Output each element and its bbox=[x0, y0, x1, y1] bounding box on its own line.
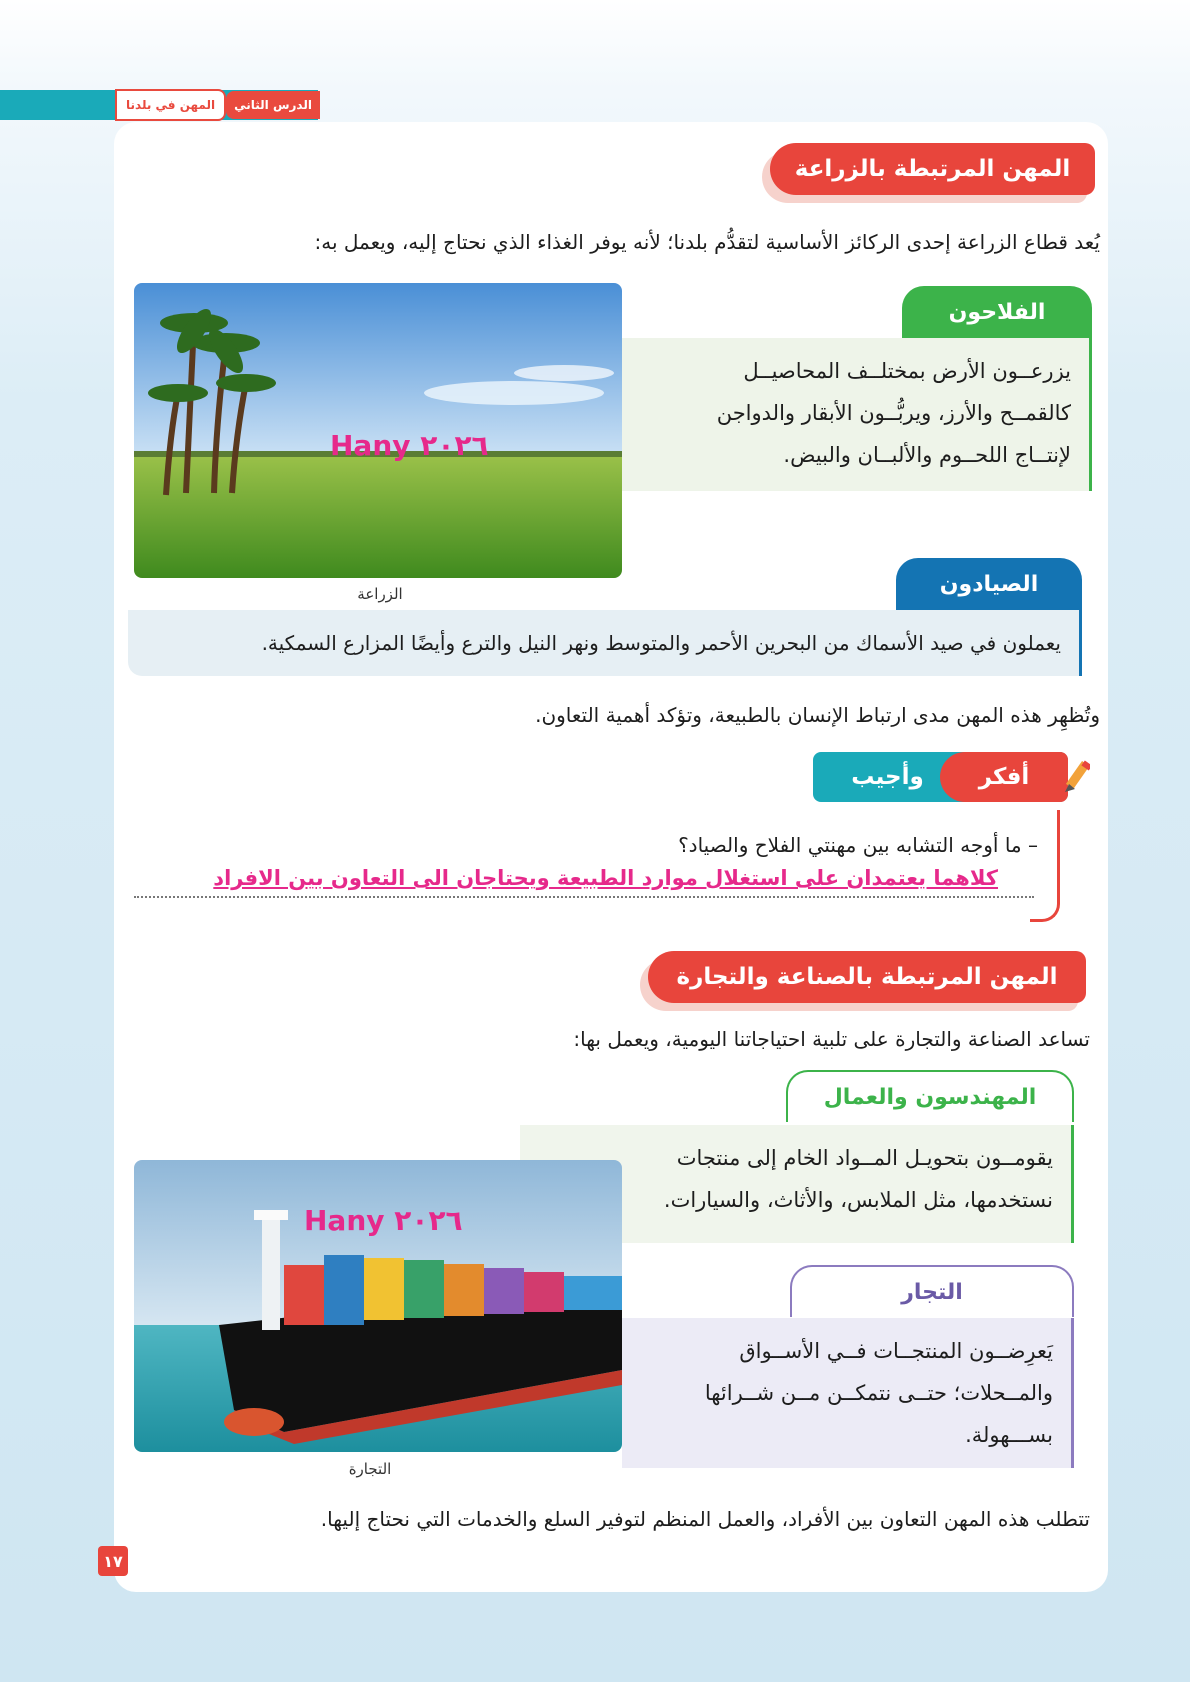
lesson-title-label: المهن في بلدنا bbox=[115, 89, 226, 121]
agriculture-watermark: Hany ٢٠٢٦ bbox=[330, 429, 489, 462]
lesson-breadcrumb bbox=[115, 89, 320, 121]
engineers-heading: المهندسون والعمال bbox=[786, 1070, 1074, 1122]
agriculture-photo-caption: الزراعة bbox=[357, 585, 403, 603]
farmers-line-3: لإنتــاج اللحــوم والألبــان والبيض. bbox=[783, 443, 1071, 467]
fishermen-description: يعملون في صيد الأسماك من البحرين الأحمر والمتوسط ونهر النيل والترع وأيضًا المزارع السمكية. bbox=[128, 610, 1082, 676]
agriculture-photo bbox=[134, 283, 622, 578]
agriculture-intro: يُعد قطاع الزراعة إحدى الركائز الأساسية لتقدُّم بلدنا؛ لأنه يوفر الغذاء الذي نحتاج إليه، ويعمل به: bbox=[314, 230, 1100, 254]
farmers-line-1: يزرعــون الأرض بمختلــف المحاصيــل bbox=[743, 359, 1071, 383]
pencil-icon bbox=[1060, 758, 1090, 798]
commerce-watermark: Hany ٢٠٢٦ bbox=[304, 1204, 463, 1237]
agriculture-conclusion: وتُظهِر هذه المهن مدى ارتباط الإنسان بالطبيعة، وتؤكد أهمية التعاون. bbox=[535, 703, 1100, 727]
think-question: – ما أوجه التشابه بين مهنتي الفلاح والصياد؟ bbox=[678, 833, 1038, 857]
page-number: ١٧ bbox=[98, 1546, 128, 1576]
farmers-line-2: كالقمــح والأرز، ويربُّــون الأبقار والدواجن bbox=[716, 401, 1071, 425]
answer-label: وأجيب bbox=[851, 764, 924, 790]
traders-heading: التجار bbox=[790, 1265, 1074, 1317]
commerce-photo-caption: التجارة bbox=[348, 1460, 392, 1478]
commerce-photo bbox=[134, 1160, 622, 1452]
traders-line-2: والمــحلات؛ حتــى نتمكــن مــن شــرائها bbox=[704, 1381, 1053, 1405]
farmers-description bbox=[622, 338, 1092, 491]
traders-line-1: يَعرِضــون المنتجــات فــي الأســواق bbox=[739, 1339, 1053, 1363]
engineers-line-1: يقومــون بتحويـل المــواد الخام إلى منتجات bbox=[676, 1146, 1053, 1170]
traders-line-3: بســـهولة. bbox=[965, 1423, 1053, 1447]
section-heading-agriculture: المهن المرتبطة بالزراعة bbox=[770, 143, 1095, 195]
lesson-number-label: الدرس الثاني bbox=[226, 91, 320, 119]
section-heading-industry: المهن المرتبطة بالصناعة والتجارة bbox=[648, 951, 1086, 1003]
fishermen-heading: الصيادون bbox=[896, 558, 1082, 610]
industry-conclusion: تتطلب هذه المهن التعاون بين الأفراد، والعمل المنظم لتوفير السلع والخدمات التي نحتاج إليها. bbox=[320, 1507, 1090, 1531]
think-label: أفكر bbox=[940, 752, 1068, 802]
think-bracket bbox=[1030, 810, 1060, 922]
industry-intro: تساعد الصناعة والتجارة على تلبية احتياجاتنا اليومية، ويعمل بها: bbox=[573, 1027, 1090, 1051]
engineers-line-2: نستخدمها، مثل الملابس، والأثاث، والسيارات. bbox=[663, 1188, 1053, 1212]
think-answer-text: كلاهما يعتمدان على استغلال موارد الطبيعة ويحتاجان الى التعاون بين الافراد bbox=[213, 866, 998, 890]
traders-description bbox=[622, 1318, 1074, 1468]
farmers-heading: الفلاحون bbox=[902, 286, 1092, 338]
